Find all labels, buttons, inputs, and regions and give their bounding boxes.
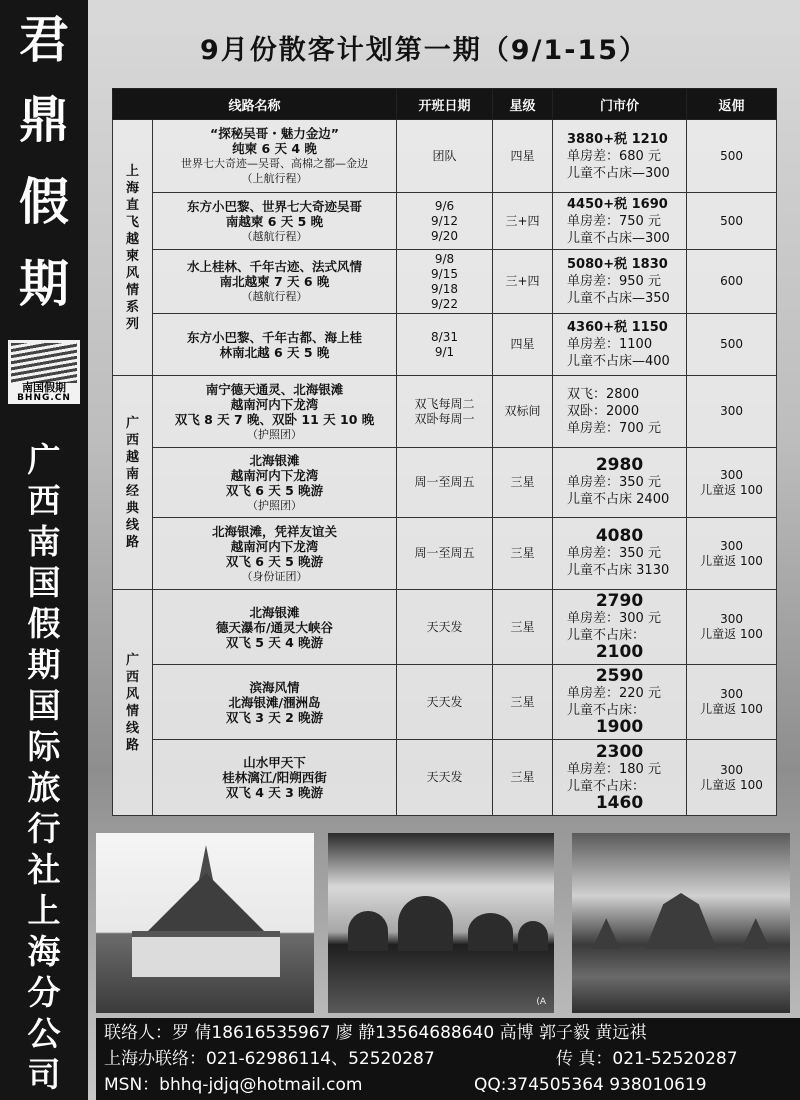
region-char: 飞 xyxy=(125,214,139,230)
route-line: 双飞 6 天 5 晚游 xyxy=(225,482,324,498)
region-char: 线 xyxy=(125,720,139,736)
date-cell xyxy=(397,120,493,193)
date-cell xyxy=(397,448,493,518)
commission-cell xyxy=(687,518,777,590)
route-line: 林南北越 6 天 5 晚 xyxy=(219,344,330,360)
price-line: 儿童不占床—300 xyxy=(567,230,670,246)
date-cell xyxy=(397,665,493,740)
commission-value: 300 xyxy=(720,687,743,701)
route-line: 桂林漓江/阳朔西街 xyxy=(222,770,327,785)
price-cell xyxy=(553,665,687,740)
route-line: 双飞 6 天 5 晚游 xyxy=(225,553,324,569)
date-value: 周一至周五 xyxy=(414,475,475,489)
region-char: 风 xyxy=(125,686,139,702)
price-line: 儿童不占床： xyxy=(567,628,646,643)
region-char: 风 xyxy=(125,265,139,281)
header-price: 门市价 xyxy=(553,89,687,120)
region-char: 南 xyxy=(125,466,139,482)
route-line: 东方小巴黎、世界七大奇迹吴哥 xyxy=(187,198,363,214)
commission-cell xyxy=(687,120,777,193)
region-char: 海 xyxy=(125,180,139,196)
agency-name-char: 社 xyxy=(27,850,61,889)
date-value: 天天发 xyxy=(426,619,463,634)
temple-roof-shape xyxy=(146,873,266,933)
commission-value: 300 xyxy=(720,612,743,626)
date-cell xyxy=(397,740,493,816)
route-line: 南越柬 6 天 5 晚 xyxy=(225,213,324,229)
table-row xyxy=(113,314,777,376)
region-char: 上 xyxy=(125,163,139,179)
price-line: 儿童不占床 3130 xyxy=(567,563,670,578)
brand-name-char: 鼎 xyxy=(19,90,69,149)
route-line: 越南河内下龙湾 xyxy=(230,538,319,554)
commission-cell xyxy=(687,590,777,665)
commission-cell xyxy=(687,665,777,740)
route-line: 双飞 3 天 2 晚游 xyxy=(225,709,324,725)
price-cell xyxy=(553,193,687,250)
tour-table-wrap xyxy=(112,88,776,816)
route-line: 纯柬 6 天 4 晚 xyxy=(232,141,317,156)
price-line: 儿童不占床： xyxy=(567,778,646,794)
star-cell: 三星 xyxy=(493,518,553,590)
route-line: 山水甲天下 xyxy=(243,755,306,770)
logo-text-cn: 南国假期 xyxy=(22,381,66,394)
header-commission: 返佣 xyxy=(687,89,777,120)
commission-value: 300 xyxy=(720,538,743,553)
date-cell xyxy=(397,193,493,250)
table-row xyxy=(113,193,777,250)
commission-value: 儿童返 100 xyxy=(700,627,763,641)
route-line: 越南河内下龙湾 xyxy=(230,396,319,412)
route-line: 越南河内下龙湾 xyxy=(230,467,319,483)
region-char: 线 xyxy=(125,517,139,533)
price-line: 儿童不占床—400 xyxy=(567,354,670,369)
route-line: 北海银滩 xyxy=(249,452,300,468)
contact-footer xyxy=(96,1018,800,1100)
commission-value: 500 xyxy=(720,213,743,228)
region-char: 柬 xyxy=(125,248,139,264)
karst-shape xyxy=(518,921,548,951)
contact-phone: 上海办联络：021-62986114、52520287 xyxy=(104,1049,435,1069)
commission-value: 儿童返 100 xyxy=(700,482,763,497)
date-value: 9/6 xyxy=(434,198,455,213)
commission-value: 儿童返 100 xyxy=(700,553,763,568)
date-value: 8/31 xyxy=(431,329,458,344)
star-cell: 三星 xyxy=(493,665,553,740)
commission-cell xyxy=(687,740,777,816)
date-cell xyxy=(397,376,493,448)
region-char: 情 xyxy=(125,703,139,719)
table-row xyxy=(113,518,777,590)
brand-name-char: 期 xyxy=(19,254,69,313)
date-cell xyxy=(397,518,493,590)
route-cell xyxy=(153,590,397,665)
route-line: 德天瀑布/通灵大峡谷 xyxy=(215,619,334,635)
temple-body-shape xyxy=(132,931,280,977)
route-line: （护照团） xyxy=(247,498,302,512)
price-line: 2790 xyxy=(595,591,644,611)
commission-value: 500 xyxy=(720,337,743,351)
date-value: 天天发 xyxy=(426,694,463,709)
header-star: 星级 xyxy=(493,89,553,120)
table-body xyxy=(113,120,777,816)
region-char: 越 xyxy=(125,449,139,465)
date-value: 9/18 xyxy=(431,281,458,296)
price-line: 5080+税 1830 xyxy=(567,257,668,272)
logo-text-en: BHNG.CN xyxy=(17,393,71,403)
angkor-wat-photo xyxy=(572,833,790,1013)
header-route: 线路名称 xyxy=(113,89,397,120)
route-cell xyxy=(153,518,397,590)
date-cell xyxy=(397,250,493,314)
price-line: 4450+税 1690 xyxy=(567,196,668,212)
commission-value: 500 xyxy=(720,148,743,163)
region-char: 直 xyxy=(125,197,139,213)
agency-name-char: 行 xyxy=(27,809,61,848)
price-line: 2980 xyxy=(595,455,644,475)
route-line: 北海银滩/涠洲岛 xyxy=(228,694,321,710)
price-cell xyxy=(553,376,687,448)
price-line: 单房差：750 元 xyxy=(567,213,661,229)
price-cell xyxy=(553,314,687,376)
star-cell: 四星 xyxy=(493,314,553,376)
table-row xyxy=(113,448,777,518)
tour-table xyxy=(112,88,777,816)
commission-value: 儿童返 100 xyxy=(700,702,763,716)
agency-name-char: 广 xyxy=(27,440,61,479)
route-line: （越航行程） xyxy=(241,229,308,243)
region-char: 列 xyxy=(125,316,139,332)
price-line: 单房差：180 元 xyxy=(567,761,661,777)
agency-name-char: 上 xyxy=(27,891,61,930)
commission-cell xyxy=(687,376,777,448)
region-char: 越 xyxy=(125,231,139,247)
star-cell: 三+四 xyxy=(493,193,553,250)
route-line: 南北越柬 7 天 6 晚 xyxy=(219,274,330,289)
commission-cell xyxy=(687,448,777,518)
route-cell xyxy=(153,740,397,816)
commission-value: 300 xyxy=(720,762,743,777)
agency-name-char: 公 xyxy=(27,1014,61,1053)
region-char: 广 xyxy=(125,415,139,431)
brand-name-char: 君 xyxy=(19,10,69,69)
date-value: 双卧每周一 xyxy=(414,411,475,426)
price-cell xyxy=(553,250,687,314)
price-line: 单房差：700 元 xyxy=(567,421,661,436)
price-line: 儿童不占床—350 xyxy=(567,291,670,306)
date-value: 9/12 xyxy=(431,213,458,228)
header-date: 开班日期 xyxy=(397,89,493,120)
route-line: （身份证团） xyxy=(241,569,308,583)
karst-shape xyxy=(398,896,453,951)
price-cell xyxy=(553,120,687,193)
commission-value: 300 xyxy=(720,404,743,418)
price-line: 4360+税 1150 xyxy=(567,320,668,335)
price-line: 儿童不占床： xyxy=(567,703,646,718)
route-line: “探秘吴哥・魅力金边” xyxy=(210,126,339,141)
contact-msn: MSN：bhhq-jdjq@hotmail.com xyxy=(104,1075,363,1095)
route-cell xyxy=(153,193,397,250)
region-char: 西 xyxy=(125,432,139,448)
region-char: 西 xyxy=(125,669,139,685)
route-line: 南宁德天通灵、北海银滩 xyxy=(205,381,344,397)
region-cell xyxy=(113,120,153,376)
price-line: 单房差：950 元 xyxy=(567,274,661,289)
star-cell: 四星 xyxy=(493,120,553,193)
agency-name-char: 际 xyxy=(27,727,61,766)
photo-watermark: (A xyxy=(536,997,546,1007)
route-line: （越航行程） xyxy=(241,290,308,303)
route-cell xyxy=(153,250,397,314)
region-char: 情 xyxy=(125,282,139,298)
price-line: 双卧：2000 xyxy=(567,404,640,419)
route-line: 滨海风情 xyxy=(249,679,300,695)
region-cell xyxy=(113,590,153,816)
agency-name-char: 司 xyxy=(27,1055,61,1094)
price-line: 单房差：680 元 xyxy=(567,148,661,164)
star-cell: 双标间 xyxy=(493,376,553,448)
region-char: 系 xyxy=(125,299,139,315)
commission-cell xyxy=(687,314,777,376)
date-cell xyxy=(397,590,493,665)
price-line: 单房差：350 元 xyxy=(567,546,661,561)
region-char: 广 xyxy=(125,652,139,668)
date-value: 9/15 xyxy=(431,266,458,281)
contact-people: 联络人：罗 倩18616535967 廖 静13564688640 高博 郭子毅 黄远祺 xyxy=(104,1023,647,1043)
region-char: 经 xyxy=(125,483,139,499)
route-cell xyxy=(153,376,397,448)
route-line: 双飞 8 天 7 晚、双卧 11 天 10 晚 xyxy=(174,411,375,427)
contact-fax: 传 真：021-52520287 xyxy=(556,1049,738,1069)
route-line: 世界七大奇迹—吴哥、高棉之都—金边 xyxy=(181,157,368,170)
price-line: 单房差：220 元 xyxy=(567,686,661,701)
angkor-towers-shape xyxy=(592,893,770,949)
table-row xyxy=(113,590,777,665)
price-line: 单房差：300 元 xyxy=(567,611,661,626)
route-line: 北海银滩，凭祥友谊关 xyxy=(212,523,338,539)
agency-name-char: 国 xyxy=(27,563,61,602)
table-row xyxy=(113,740,777,816)
route-line: 北海银滩 xyxy=(249,604,300,620)
star-cell: 三星 xyxy=(493,448,553,518)
price-line: 2100 xyxy=(595,642,644,662)
commission-value: 儿童返 100 xyxy=(700,777,763,792)
price-line: 3880+税 1210 xyxy=(567,131,668,147)
agency-name-char: 期 xyxy=(27,645,61,684)
commission-cell xyxy=(687,250,777,314)
temple-photo xyxy=(96,833,314,1013)
price-line: 儿童不占床—300 xyxy=(567,165,670,181)
price-line: 单房差：350 元 xyxy=(567,475,661,490)
price-cell xyxy=(553,590,687,665)
route-line: 双飞 5 天 4 晚游 xyxy=(225,634,324,650)
agency-name-char: 南 xyxy=(27,522,61,561)
table-row xyxy=(113,250,777,314)
commission-cell xyxy=(687,193,777,250)
date-value: 团队 xyxy=(432,148,457,163)
date-value: 天天发 xyxy=(426,770,463,784)
route-line: 东方小巴黎、千年古都、海上桂 xyxy=(187,329,363,345)
date-value: 9/20 xyxy=(431,228,458,243)
date-cell xyxy=(397,314,493,376)
star-cell: 三星 xyxy=(493,590,553,665)
brand-name-char: 假 xyxy=(19,172,69,231)
price-cell xyxy=(553,448,687,518)
route-cell xyxy=(153,448,397,518)
halong-bay-photo xyxy=(328,833,554,1013)
region-char: 典 xyxy=(125,500,139,516)
route-line: 水上桂林、千年古迹、法式风情 xyxy=(187,259,363,274)
date-value: 9/1 xyxy=(434,344,455,359)
commission-value: 300 xyxy=(720,467,743,482)
star-cell: 三星 xyxy=(493,740,553,816)
karst-shape xyxy=(468,913,513,951)
date-value: 9/22 xyxy=(431,296,458,311)
table-row xyxy=(113,376,777,448)
agency-name-char: 旅 xyxy=(27,768,61,807)
agency-name-char: 假 xyxy=(27,604,61,643)
price-line: 儿童不占床 2400 xyxy=(567,492,670,507)
region-char: 路 xyxy=(125,534,139,550)
contact-qq: QQ:374505364 938010619 xyxy=(474,1075,707,1095)
agency-name-char: 国 xyxy=(27,686,61,725)
table-row xyxy=(113,665,777,740)
table-header-row xyxy=(113,89,777,120)
agency-name-char: 分 xyxy=(27,973,61,1012)
price-line: 1900 xyxy=(595,717,644,737)
route-cell xyxy=(153,314,397,376)
table-row xyxy=(113,120,777,193)
price-cell xyxy=(553,740,687,816)
agency-name-char: 西 xyxy=(27,481,61,520)
route-line: （护照团） xyxy=(247,427,302,441)
logo-stripes-icon xyxy=(11,343,77,383)
page-title: 9月份散客计划第一期（9/1-15） xyxy=(200,35,648,66)
price-cell xyxy=(553,518,687,590)
star-cell: 三+四 xyxy=(493,250,553,314)
route-cell xyxy=(153,120,397,193)
region-char: 路 xyxy=(125,737,139,753)
price-line: 单房差：1100 xyxy=(567,337,653,352)
date-value: 双飞每周二 xyxy=(414,396,475,411)
agency-name-char: 海 xyxy=(27,932,61,971)
agency-logo xyxy=(8,340,80,404)
route-line: （上航行程） xyxy=(241,172,308,185)
commission-value: 600 xyxy=(720,274,743,288)
date-value: 周一至周五 xyxy=(414,546,475,560)
brand-sidebar xyxy=(0,0,88,1100)
date-value: 9/8 xyxy=(434,251,455,266)
price-line: 4080 xyxy=(595,526,644,546)
price-line: 双飞：2800 xyxy=(567,387,640,402)
photo-strip xyxy=(96,833,790,1018)
price-line: 2300 xyxy=(595,741,644,762)
route-cell xyxy=(153,665,397,740)
price-line: 2590 xyxy=(595,666,644,686)
route-line: 双飞 4 天 3 晚游 xyxy=(225,785,324,800)
price-line: 1460 xyxy=(595,792,644,813)
karst-shape xyxy=(348,911,388,951)
region-cell xyxy=(113,376,153,590)
